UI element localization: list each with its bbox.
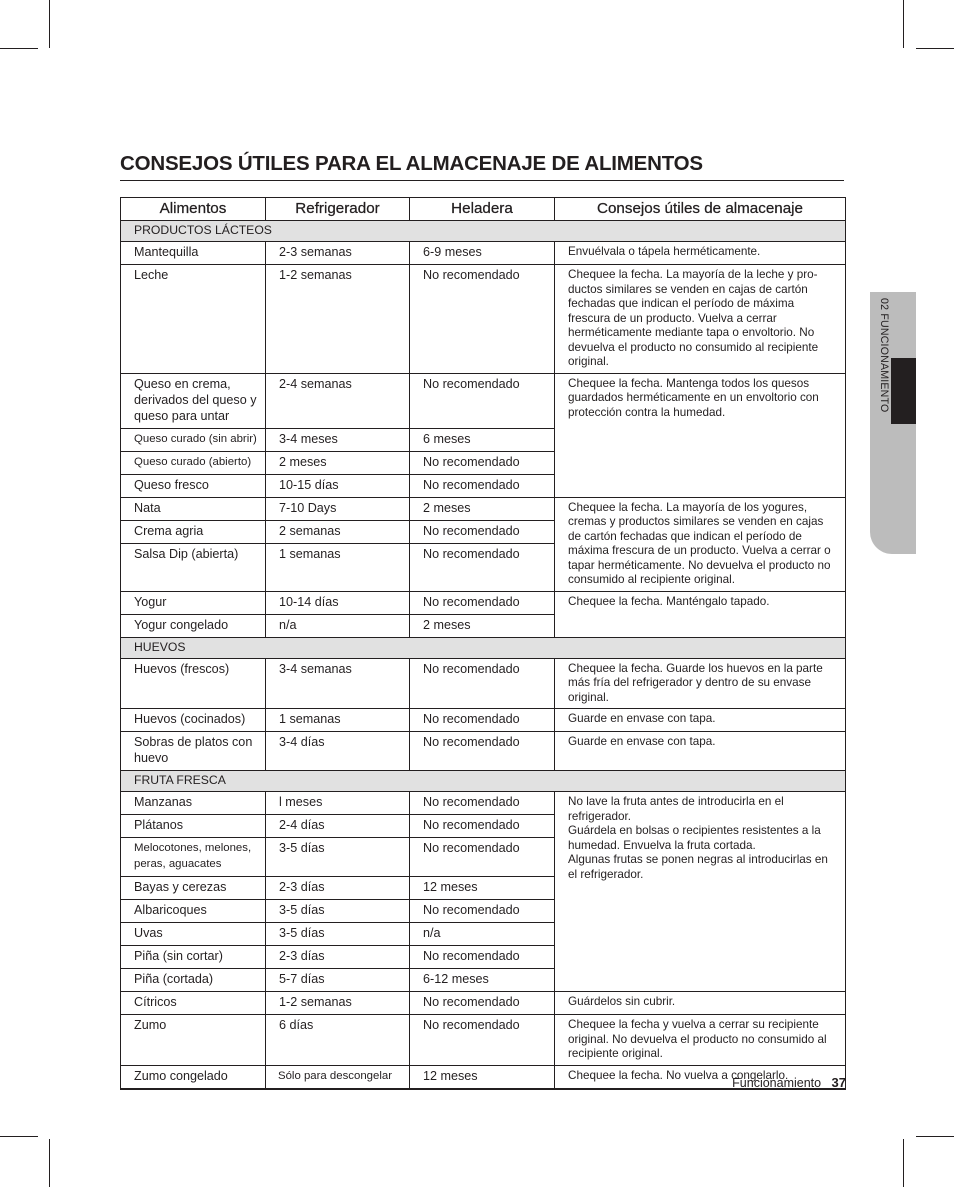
tip-cell: Chequee la fecha. Manténgalo tapado. (555, 591, 846, 637)
fridge-cell: 1-2 semanas (266, 265, 410, 374)
header-food: Alimentos (121, 198, 266, 221)
food-cell: Queso fresco (121, 474, 266, 497)
fridge-cell: Sólo para descongelar (266, 1065, 410, 1089)
table-row (121, 658, 846, 709)
food-cell: Queso curado (sin abrir) (121, 428, 266, 451)
freezer-cell: No recomendado (410, 838, 555, 877)
fridge-cell: 3-4 días (266, 732, 410, 771)
food-cell: Melocotones, melones, peras, aguacates (121, 838, 266, 877)
fridge-cell: 3-5 días (266, 900, 410, 923)
freezer-cell: No recomendado (410, 732, 555, 771)
tip-cell: No lave la fruta antes de introducirla en el refrigerador. Guárdela en bolsas o recipientes resistentes a la humedad. Envuelva la fruta cortada. Algunas frutas se ponen negras al introducirlas en el refrigerador. (555, 792, 846, 992)
tip-cell: Chequee la fecha. Guarde los huevos en la parte más fría del refrigerador y dentro de su envase original. (555, 658, 846, 709)
tip-cell: Chequee la fecha. La mayoría de la leche y pro-ductos similares se venden en cajas de cartón fechadas que indican el período de máxima frescura de un producto. Vuelva a cerrar herméticamente mediante tapa o envoltorio. No devuelva el producto no consumido al recipiente original. (555, 265, 846, 374)
table-row (121, 373, 846, 428)
table-row (121, 497, 846, 520)
food-cell: Leche (121, 265, 266, 374)
fridge-cell: 3-4 meses (266, 428, 410, 451)
freezer-cell: n/a (410, 923, 555, 946)
table-row (121, 732, 846, 771)
food-cell: Albaricoques (121, 900, 266, 923)
freezer-cell: No recomendado (410, 658, 555, 709)
crop-mark (903, 0, 904, 48)
table-row (121, 591, 846, 614)
fridge-cell: 3-4 semanas (266, 658, 410, 709)
freezer-cell: 12 meses (410, 877, 555, 900)
chapter-label: 02 FUNCIONAMIENTO (878, 298, 890, 413)
fridge-cell: 1 semanas (266, 709, 410, 732)
freezer-cell: No recomendado (410, 946, 555, 969)
table-row (121, 792, 846, 815)
fridge-cell: 6 días (266, 1015, 410, 1066)
tip-cell: Chequee la fecha. No vuelva a congelarlo. (555, 1065, 846, 1089)
header-freezer: Heladera (410, 198, 555, 221)
food-cell: Mantequilla (121, 242, 266, 265)
crop-mark (49, 0, 50, 48)
freezer-cell: No recomendado (410, 543, 555, 591)
section-fruit: FRUTA FRESCA (121, 771, 846, 792)
storage-table (120, 197, 846, 1090)
freezer-cell: No recomendado (410, 992, 555, 1015)
food-cell: Queso en crema, derivados del queso y queso para untar (121, 373, 266, 428)
fridge-cell: 2 meses (266, 451, 410, 474)
fridge-cell: 1 semanas (266, 543, 410, 591)
food-cell: Salsa Dip (abierta) (121, 543, 266, 591)
table-row (121, 1015, 846, 1066)
tip-cell: Chequee la fecha y vuelva a cerrar su recipiente original. No devuelva el producto no consumido al recipiente original. (555, 1015, 846, 1066)
freezer-cell: No recomendado (410, 591, 555, 614)
fridge-cell: 3-5 días (266, 923, 410, 946)
section-row (121, 771, 846, 792)
tip-cell: Chequee la fecha. Mantenga todos los quesos guardados herméticamente en un envoltorio con protección contra la humedad. (555, 373, 846, 497)
tip-cell: Envuélvala o tápela herméticamente. (555, 242, 846, 265)
freezer-cell: No recomendado (410, 709, 555, 732)
table-row (121, 242, 846, 265)
freezer-cell: No recomendado (410, 792, 555, 815)
section-dairy: PRODUCTOS LÁCTEOS (121, 221, 846, 242)
table-header-row (121, 198, 846, 221)
table-row (121, 709, 846, 732)
header-tips: Consejos útiles de almacenaje (555, 198, 846, 221)
freezer-cell: No recomendado (410, 520, 555, 543)
food-cell: Bayas y cerezas (121, 877, 266, 900)
header-fridge: Refrigerador (266, 198, 410, 221)
freezer-cell: 2 meses (410, 497, 555, 520)
fridge-cell: 3-5 días (266, 838, 410, 877)
fridge-cell: 2-3 semanas (266, 242, 410, 265)
freezer-cell: No recomendado (410, 474, 555, 497)
food-cell: Huevos (frescos) (121, 658, 266, 709)
crop-mark (903, 1139, 904, 1187)
freezer-cell: No recomendado (410, 451, 555, 474)
food-cell: Zumo congelado (121, 1065, 266, 1089)
freezer-cell: No recomendado (410, 900, 555, 923)
freezer-cell: No recomendado (410, 265, 555, 374)
chapter-tab-marker (891, 358, 916, 424)
food-cell: Cítricos (121, 992, 266, 1015)
freezer-cell: 2 meses (410, 614, 555, 637)
section-eggs: HUEVOS (121, 637, 846, 658)
tip-cell: Guarde en envase con tapa. (555, 732, 846, 771)
freezer-cell: 12 meses (410, 1065, 555, 1089)
food-cell: Crema agria (121, 520, 266, 543)
table-row (121, 992, 846, 1015)
food-cell: Piña (sin cortar) (121, 946, 266, 969)
food-cell: Queso curado (abierto) (121, 451, 266, 474)
tip-cell: Guárdelos sin cubrir. (555, 992, 846, 1015)
food-cell: Piña (cortada) (121, 969, 266, 992)
fridge-cell: 5-7 días (266, 969, 410, 992)
crop-mark (916, 48, 954, 49)
food-cell: Uvas (121, 923, 266, 946)
fridge-cell: 2-4 días (266, 815, 410, 838)
food-cell: Huevos (cocinados) (121, 709, 266, 732)
freezer-cell: 6-12 meses (410, 969, 555, 992)
food-cell: Plátanos (121, 815, 266, 838)
crop-mark (49, 1139, 50, 1187)
tip-cell: Chequee la fecha. La mayoría de los yogures, cremas y productos similares se venden en cajas de cartón fechadas que indican el período de máxima frescura de un producto. Vuelva a cerrar o tapar herméticamente. No devuelva el producto no consumido al recipiente original. (555, 497, 846, 591)
crop-mark (0, 1136, 38, 1137)
table-row (121, 265, 846, 374)
food-cell: Zumo (121, 1015, 266, 1066)
food-cell: Manzanas (121, 792, 266, 815)
section-row (121, 221, 846, 242)
freezer-cell: 6-9 meses (410, 242, 555, 265)
fridge-cell: 7-10 Days (266, 497, 410, 520)
freezer-cell: No recomendado (410, 815, 555, 838)
fridge-cell: 2-4 semanas (266, 373, 410, 428)
food-cell: Nata (121, 497, 266, 520)
fridge-cell: n/a (266, 614, 410, 637)
fridge-cell: 2-3 días (266, 877, 410, 900)
fridge-cell: 1-2 semanas (266, 992, 410, 1015)
food-cell: Sobras de platos con huevo (121, 732, 266, 771)
freezer-cell: 6 meses (410, 428, 555, 451)
footer-section: Funcionamiento _ (732, 1076, 832, 1090)
tip-cell: Guarde en envase con tapa. (555, 709, 846, 732)
page-footer (732, 1075, 846, 1090)
fridge-cell: 2 semanas (266, 520, 410, 543)
page-number: 37 (831, 1075, 846, 1090)
freezer-cell: No recomendado (410, 373, 555, 428)
crop-mark (0, 48, 38, 49)
crop-mark (916, 1136, 954, 1137)
fridge-cell: 10-14 días (266, 591, 410, 614)
food-cell: Yogur (121, 591, 266, 614)
fridge-cell: 2-3 días (266, 946, 410, 969)
section-row (121, 637, 846, 658)
fridge-cell: 10-15 días (266, 474, 410, 497)
page-title: CONSEJOS ÚTILES PARA EL ALMACENAJE DE ALIMENTOS (120, 152, 844, 181)
freezer-cell: No recomendado (410, 1015, 555, 1066)
food-cell: Yogur congelado (121, 614, 266, 637)
fridge-cell: l meses (266, 792, 410, 815)
